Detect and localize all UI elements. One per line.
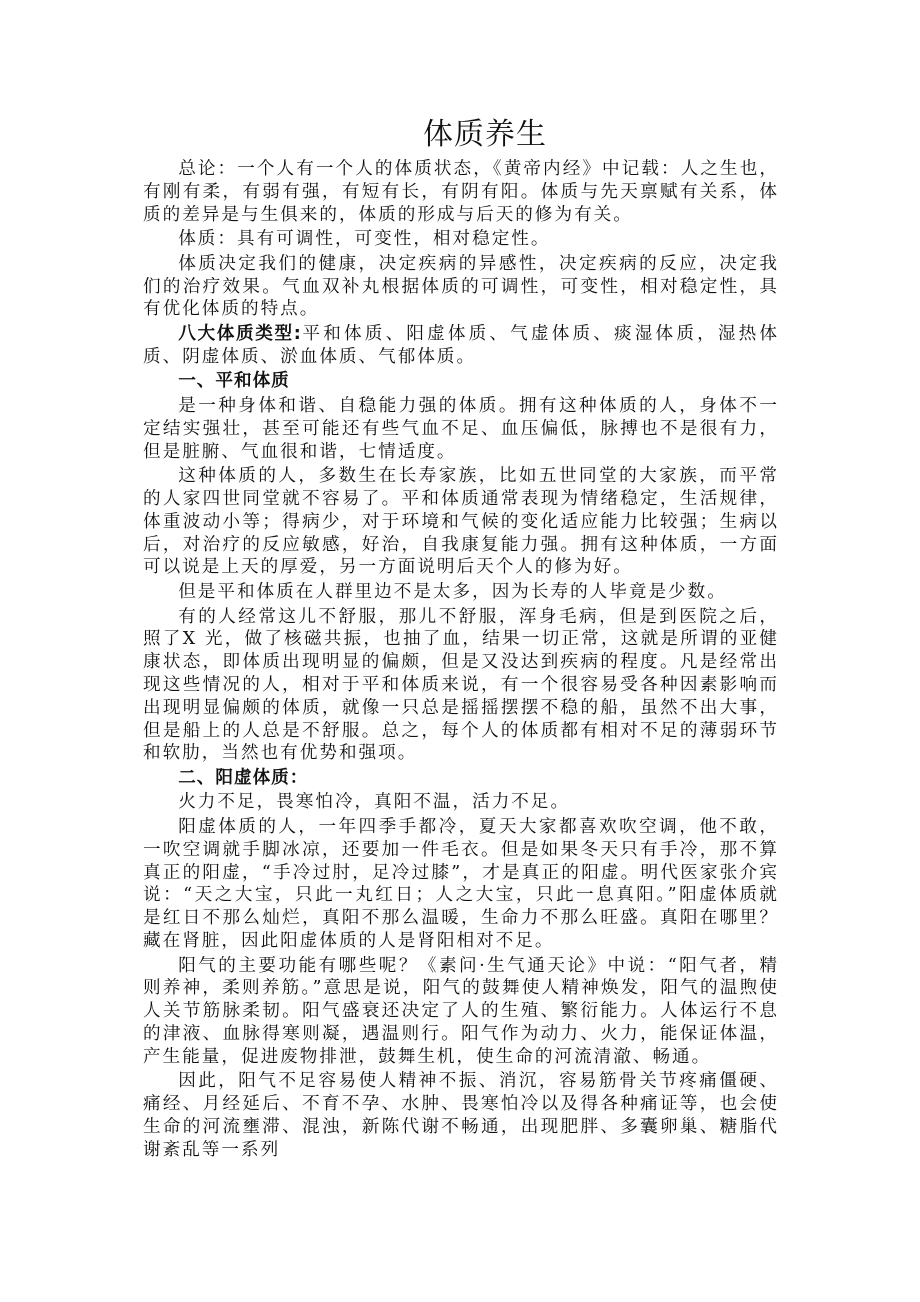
section-heading-yang-deficiency: 二、阳虚体质： <box>178 767 309 788</box>
paragraph-eight-types <box>143 323 779 369</box>
paragraph-balanced-definition: 是一种身体和谐、自稳能力强的体质。拥有这种体质的人，身体不一定结实强壮，甚至可能还有些气血不足、血压偏低，脉搏也不是很有力，但是脏腑、气血很和谐，七情适度。 <box>143 395 779 462</box>
section-heading-balanced: 一、平和体质 <box>178 371 290 392</box>
eight-types-label: 八大体质类型: <box>178 323 302 344</box>
paragraph-overview: 总论：一个人有一个人的体质状态，《黄帝内经》中记载：人之生也，有刚有柔，有弱有强，有短有长，有阴有阳。体质与先天禀赋有关系，体质的差异是与生俱来的，体质的形成与后天的修为有关。 <box>143 159 779 225</box>
paragraph-yang-cold-hands: 阳虚体质的人，一年四季手都冷，夏天大家都喜欢吹空调，他不敢，一吹空调就手脚冰凉，还要加一件毛衣。但是如果冬天只有手冷，那不算真正的阳虚，“手冷过肘，足冷过膝”，才是真正的阳虚。明代医家张介宾说：“天之大宝，只此一丸红日；人之大宝，只此一息真阳。”阳虚体质就是红日不那么灿烂，真阳不那么温暖，生命力不那么旺盛。真阳在哪里？藏在肾脏，因此阳虚体质的人是肾阳相对不足。 <box>143 817 779 952</box>
paragraph-constitution-traits: 体质：具有可调性，可变性，相对稳定性。 <box>178 229 551 250</box>
paragraph-yang-functions: 阳气的主要功能有哪些呢？《素问·生气通天论》中说：“阳气者，精则养神，柔则养筋。”意思是说，阳气的鼓舞使人精神焕发，阳气的温煦使人关节筋脉柔韧。阳气盛衰还决定了人的生殖、繁衍能力。人体运行不息的津液、血脉得寒则凝，遇温则行。阳气作为动力、火力，能保证体温，产生能量，促进废物排泄，鼓舞生机，使生命的河流清澈、畅通。 <box>143 955 779 1067</box>
eight-types-list: 平和体质、阳虚体质、气虚体质、痰湿体质，湿热体质、阴虚体质、淤血体质、气郁体质。 <box>143 323 779 367</box>
paragraph-balanced-rare: 但是平和体质在人群里边不是太多，因为长寿的人毕竟是少数。 <box>178 581 727 602</box>
document-title: 体质养生 <box>423 117 547 152</box>
paragraph-balanced-longevity: 这种体质的人，多数生在长寿家族，比如五世同堂的大家族，而平常的人家四世同堂就不容易了。平和体质通常表现为情绪稳定，生活规律，体重波动小等；得病少，对于环境和气候的变化适应能力比较强；生病以后，对治疗的反应敏感，好治，自我康复能力强。拥有这种体质，一方面可以说是上天的厚爱，另一方面说明后天个人的修为好。 <box>143 466 779 578</box>
paragraph-constitution-determines: 体质决定我们的健康，决定疾病的异感性，决定疾病的反应，决定我们的治疗效果。气血双补丸根据体质的可调性，可变性，相对稳定性，具有优化体质的特点。 <box>143 253 779 320</box>
paragraph-subhealth: 有的人经常这儿不舒服，那儿不舒服，浑身毛病，但是到医院之后，照了X 光，做了核磁共振，也抽了血，结果一切正常，这就是所谓的亚健康状态，即体质出现明显的偏颇，但是又没达到疾病的程度。凡是经常出现这些情况的人，相对于平和体质来说，有一个很容易受各种因素影响而出现明显偏颇的体质，就像一只总是摇摇摆摆不稳的船，虽然不出大事，但是船上的人总是不舒服。总之，每个人的体质都有相对不足的薄弱环节和软肋，当然也有优势和强项。 <box>143 606 779 764</box>
paragraph-yang-insufficiency: 因此，阳气不足容易使人精神不振、消沉，容易筋骨关节疼痛僵硬、痛经、月经延后、不育不孕、水肿、畏寒怕冷以及得各种痛证等，也会使生命的河流壅滞、混浊，新陈代谢不畅通，出现肥胖、多囊卵巢、糖脂代谢紊乱等一系列 <box>143 1071 779 1160</box>
paragraph-yang-summary: 火力不足，畏寒怕冷，真阳不温，活力不足。 <box>178 792 571 813</box>
document-page <box>143 112 779 1163</box>
